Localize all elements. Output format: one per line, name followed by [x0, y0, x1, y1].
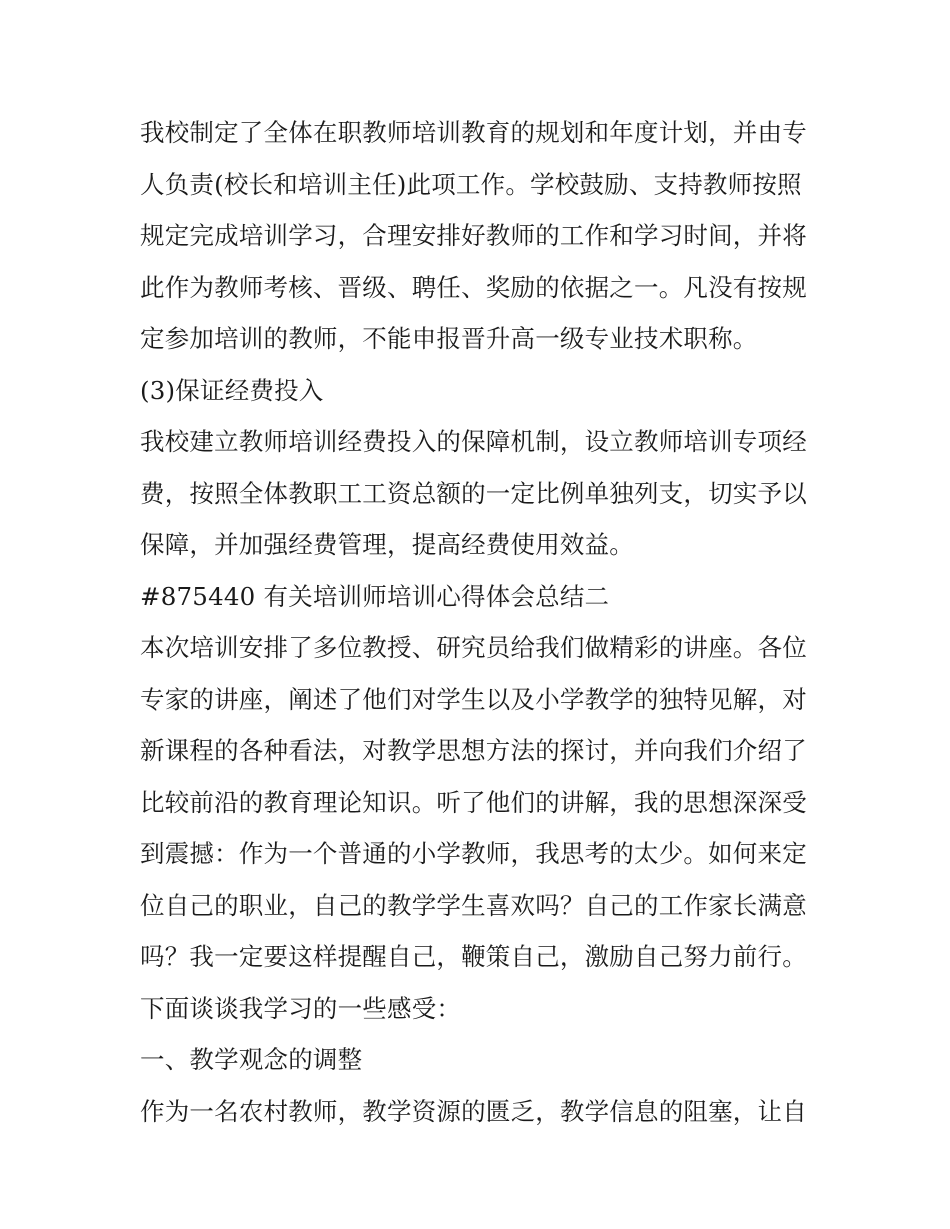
text-line: 新课程的各种看法，对教学思想方法的探讨，并向我们介绍了 [140, 736, 807, 765]
text-line: 本次培训安排了多位教授、研究员给我们做精彩的讲座。各位 [140, 633, 807, 662]
text-line: 规定完成培训学习，合理安排好教师的工作和学习时间，并将 [140, 221, 807, 250]
text-line: 位自己的职业，自己的教学学生喜欢吗？自己的工作家长满意 [140, 890, 807, 920]
section-heading: 一、教学观念的调整 [140, 1045, 363, 1074]
text-line: 我校建立教师培训经费投入的保障机制，设立教师培训专项经 [140, 427, 807, 456]
text-line: 吗？我一定要这样提醒自己，鞭策自己，激励自己努力前行。 [140, 942, 807, 971]
document-body [140, 107, 820, 1137]
text-line: 作为一名农村教师，教学资源的匮乏，教学信息的阻塞，让自 [140, 1096, 807, 1126]
text-line: 定参加培训的教师，不能申报晋升高一级专业技术职称。 [140, 324, 758, 353]
text-line: 人负责(校长和培训主任)此项工作。学校鼓励、支持教师按照 [140, 169, 802, 199]
section-heading: (3)保证经费投入 [140, 375, 324, 405]
text-line: 下面谈谈我学习的一些感受： [140, 993, 462, 1023]
text-line: 此作为教师考核、晋级、聘任、奖励的依据之一。凡没有按规 [140, 272, 807, 302]
article-title: #875440 有关培训师培训心得体会总结二 [140, 581, 610, 611]
text-line: 费，按照全体教职工工资总额的一定比例单独列支，切实予以 [140, 478, 807, 508]
text-line: 比较前沿的教育理论知识。听了他们的讲解，我的思想深深受 [140, 787, 807, 817]
text-line: 专家的讲座，阐述了他们对学生以及小学教学的独特见解，对 [140, 684, 807, 714]
text-line: 保障，并加强经费管理，提高经费使用效益。 [140, 530, 634, 559]
text-line: 到震撼：作为一个普通的小学教师，我思考的太少。如何来定 [140, 839, 807, 868]
text-line: 我校制定了全体在职教师培训教育的规划和年度计划，并由专 [140, 118, 807, 147]
